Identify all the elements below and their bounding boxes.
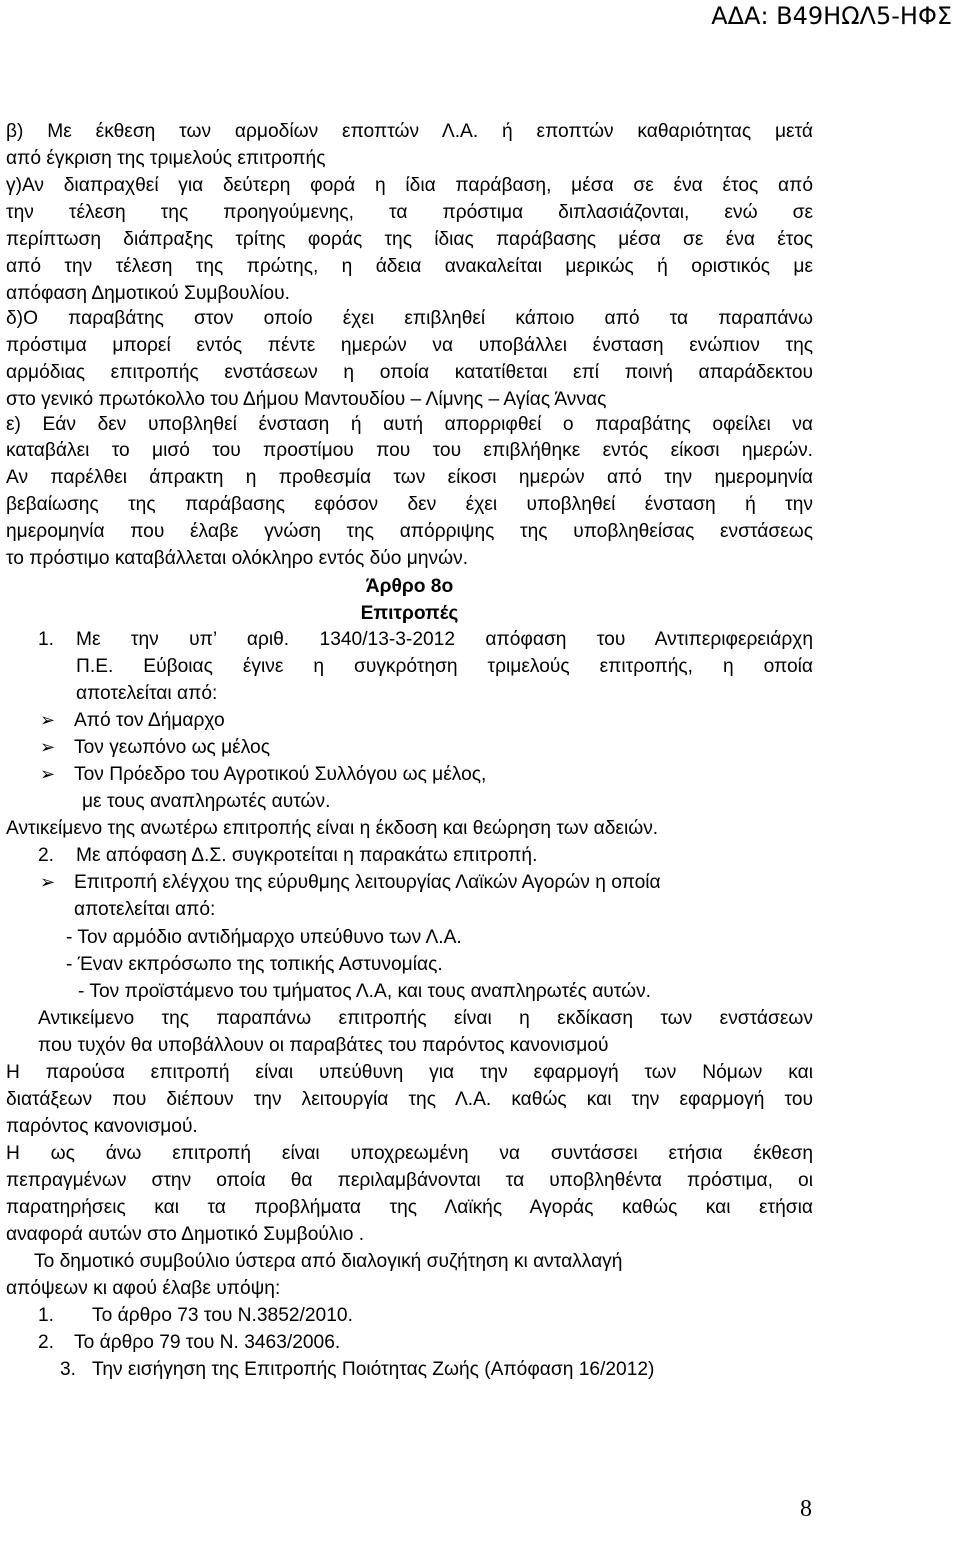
- bullet-item: [40, 869, 661, 896]
- text-line: αποτελείται από:: [74, 899, 216, 920]
- bullet-item: [40, 707, 225, 734]
- text-line: αναφορά αυτών στο Δημοτικό Συμβούλιο .: [6, 1224, 365, 1245]
- bullet-text: Επιτροπή ελέγχου της εύρυθμης λειτουργίας Λαϊκών Αγορών η οποία: [74, 872, 661, 893]
- text-line: με τους αναπληρωτές αυτών.: [82, 791, 331, 812]
- reference-text: Την εισήγηση της Επιτροπής Ποιότητας Ζωής (Απόφαση 16/2012): [92, 1359, 655, 1380]
- text-line: από την τέλεση της πρώτης, η άδεια ανακαλείται μερικώς ή οριστικός με: [6, 256, 813, 277]
- text-line: το πρόστιμο καταβάλλεται ολόκληρο εντός δύο μηνών.: [6, 548, 469, 569]
- text-line: Η παρούσα επιτροπή είναι υπεύθυνη για την εφαρμογή των Νόμων και: [6, 1062, 813, 1083]
- text-line: παρατηρήσεις και τα προβλήματα της Λαϊκής Αγοράς καθώς και ετήσια: [6, 1197, 813, 1218]
- item-number: 1.: [38, 629, 55, 650]
- text-line: Αν παρέλθει άπρακτη η προθεσμία των είκοσι ημερών από την ημερομηνία: [6, 467, 813, 488]
- dash-item: - Τον προϊστάμενο του τμήματος Λ.Α, και τους αναπληρωτές αυτών.: [78, 981, 651, 1002]
- reference-number: 3.: [60, 1359, 77, 1380]
- text-line: στο γενικό πρωτόκολλο του Δήμου Μαντουδίου – Λίμνης – Αγίας Άννας: [6, 389, 607, 410]
- reference-item: [38, 1329, 340, 1356]
- text-line: αποτελείται από:: [76, 683, 218, 704]
- ada-header: ΑΔΑ: Β49ΗΩΛ5-ΗΦΣ: [711, 2, 952, 30]
- reference-text: Το άρθρο 73 του Ν.3852/2010.: [92, 1305, 353, 1326]
- text-line: Η ως άνω επιτροπή είναι υποχρεωμένη να συντάσσει ετήσια έκθεση: [6, 1143, 813, 1164]
- text-line: απόψεων κι αφού έλαβε υπόψη:: [6, 1278, 281, 1299]
- text-line: Με την υπ’ αριθ. 1340/13-3-2012 απόφαση του Αντιπεριφερειάρχη: [76, 629, 813, 650]
- text-line: Αντικείμενο της ανωτέρω επιτροπής είναι η έκδοση και θεώρηση των αδειών.: [6, 818, 659, 839]
- text-line: δ)Ο παραβάτης στον οποίο έχει επιβληθεί κάποιο από τα παραπάνω: [6, 308, 813, 329]
- arrow-bullet-icon: ➢: [40, 764, 56, 784]
- dash-item: - Τον αρμόδιο αντιδήμαρχο υπεύθυνο των Λ.Α.: [66, 927, 462, 948]
- dash-item: - Έναν εκπρόσωπο της τοπικής Αστυνομίας.: [66, 954, 443, 975]
- text-line: β) Με έκθεση των αρμοδίων εποπτών Λ.Α. ή εποπτών καθαριότητας μετά: [6, 121, 813, 142]
- text-line: Το δημοτικό συμβούλιο ύστερα από διαλογική συζήτηση κι ανταλλαγή: [34, 1251, 623, 1272]
- text-line: γ)Αν διαπραχθεί για δεύτερη φορά η ίδια παράβαση, μέσα σε ένα έτος από: [6, 175, 813, 196]
- reference-number: 2.: [38, 1332, 55, 1353]
- bullet-item: [40, 761, 486, 788]
- text-line: βεβαίωσης της παράβασης εφόσον δεν έχει υποβληθεί ένσταση ή την: [6, 494, 813, 515]
- bullet-item: [40, 734, 270, 761]
- bullet-text: Τον γεωπόνο ως μέλος: [74, 737, 270, 758]
- arrow-bullet-icon: ➢: [40, 710, 56, 730]
- text-line: αρμόδιας επιτροπής ενστάσεων η οποία κατατίθεται επί ποινή απαράδεκτου: [6, 362, 813, 383]
- text-line: που τυχόν θα υποβάλλουν οι παραβάτες του παρόντος κανονισμού: [38, 1035, 609, 1056]
- text-line: πρόστιμα μπορεί εντός πέντε ημερών να υποβάλλει ένσταση ενώπιον της: [6, 335, 813, 356]
- article-subtitle: Επιτροπές: [360, 603, 459, 624]
- reference-item: [38, 1302, 353, 1329]
- bullet-text: Από τον Δήμαρχο: [74, 710, 225, 731]
- text-line: απόφαση Δημοτικού Συμβουλίου.: [6, 283, 290, 304]
- text-line: Αντικείμενο της παραπάνω επιτροπής είναι η εκδίκαση των ενστάσεων: [38, 1008, 813, 1029]
- bullet-text: Τον Πρόεδρο του Αγροτικού Συλλόγου ως μέλος,: [74, 764, 487, 785]
- reference-item: [60, 1356, 654, 1383]
- article-title: Άρθρο 8ο: [365, 576, 454, 597]
- text-line: περίπτωση διάπραξης τρίτης φοράς της ίδιας παράβασης μέσα σε ένα έτος: [6, 229, 813, 250]
- text-line: πεπραγμένων στην οποία θα περιλαμβάνονται τα υποβληθέντα πρόστιμα, οι: [6, 1170, 813, 1191]
- arrow-bullet-icon: ➢: [40, 737, 56, 757]
- text-line: από έγκριση της τριμελούς επιτροπής: [6, 148, 326, 169]
- text-line: την τέλεση της προηγούμενης, τα πρόστιμα διπλασιάζονται, ενώ σε: [6, 202, 813, 223]
- reference-text: Το άρθρο 79 του Ν. 3463/2006.: [74, 1332, 341, 1353]
- item-number: 2.: [38, 845, 55, 866]
- text-line: παρόντος κανονισμού.: [6, 1116, 198, 1137]
- reference-number: 1.: [38, 1305, 55, 1326]
- page-number: 8: [800, 1496, 812, 1522]
- text-line: Π.Ε. Εύβοιας έγινε η συγκρότηση τριμελούς επιτροπής, η οποία: [76, 656, 813, 677]
- text-line: ε) Εάν δεν υποβληθεί ένσταση ή αυτή απορριφθεί ο παραβάτης οφείλει να: [6, 414, 813, 435]
- text-line: καταβάλει το μισό του προστίμου που του επιβλήθηκε εντός είκοσι ημερών.: [6, 440, 813, 461]
- text-line: Με απόφαση Δ.Σ. συγκροτείται η παρακάτω επιτροπή.: [76, 845, 538, 866]
- arrow-bullet-icon: ➢: [40, 872, 56, 892]
- text-line: ημερομηνία που έλαβε γνώση της απόρριψης της υποβληθείσας ενστάσεως: [6, 521, 813, 542]
- text-line: διατάξεων που διέπουν την λειτουργία της Λ.Α. καθώς και την εφαρμογή του: [6, 1089, 813, 1110]
